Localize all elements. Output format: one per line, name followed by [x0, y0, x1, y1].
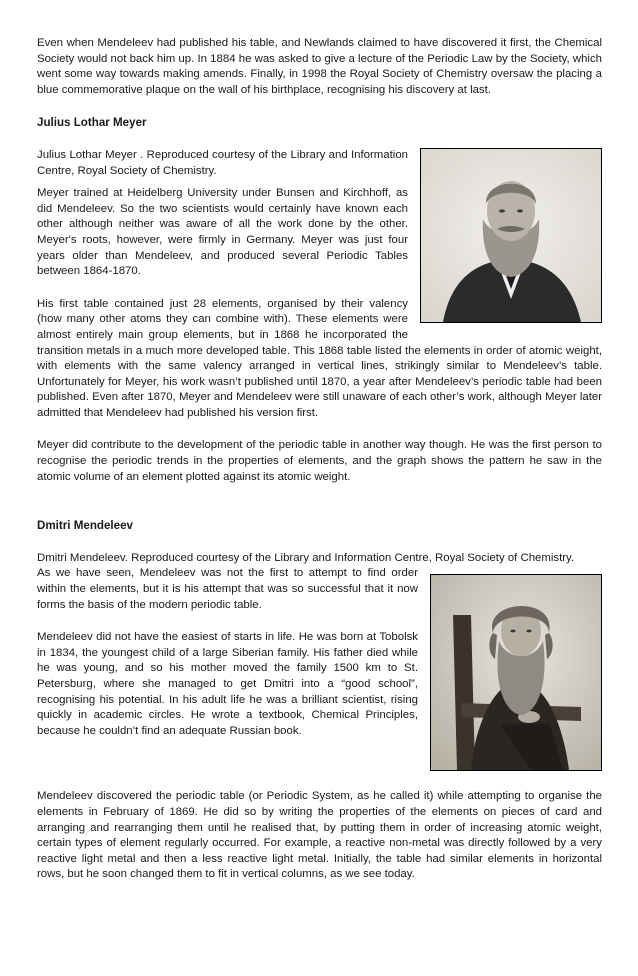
mendeleev-caption: Dmitri Mendeleev. Reproduced courtesy of the Library and Information Centre, Royal Society of Chemistry.	[37, 551, 575, 564]
meyer-portrait	[420, 148, 602, 323]
mendeleev-paragraph-1: As we have seen, Mendeleev was not the first to attempt to find order within the elements, but it is his attempt that was so successful that it now forms the basis of the modern periodic table.	[37, 567, 418, 611]
mendeleev-paragraph-2: Mendeleev did not have the easiest of starts in life. He was born at Tobolsk in 1834, the youngest child of a large Siberian family. His father died while he was young, and so his mother moved the family 1500 km to St. Petersburg, where she managed to get Dmitri into a “good school”, recognising his potential. In his adult life he was a brilliant scientist, rising quickly in academic circles. He wrote a textbook, Chemical Principles, because he couldn’t find an adequate Russian book.	[37, 631, 418, 737]
document-page	[37, 36, 602, 883]
meyer-paragraph-1: Meyer trained at Heidelberg University under Bunsen and Kirchhoff, as did Mendeleev. So the two scientists would certainly have known each other although neither was aware of all the work done by the other. Meyer's roots, however, were firmly in Germany. Meyer was just four years older than Mendeleev, and produced several Periodic Tables between 1864-1870.	[37, 187, 408, 278]
meyer-paragraph-3: Meyer did contribute to the development of the periodic table in another way though. He was the first person to recognise the periodic trends in the properties of elements, and the graph shows the pattern he saw in the atomic volume of an element plotted against its atomic weight.	[37, 439, 602, 483]
meyer-heading: Julius Lothar Meyer	[37, 116, 147, 130]
meyer-portrait-image	[421, 149, 601, 322]
mendeleev-heading: Dmitri Mendeleev	[37, 519, 133, 533]
mendeleev-portrait	[430, 574, 602, 771]
mendeleev-portrait-image	[431, 575, 601, 770]
mendeleev-paragraph-3: Mendeleev discovered the periodic table (or Periodic System, as he called it) while attempting to organise the elements in February of 1869. He did so by writing the properties of the elements on pieces of card and arranging and rearranging them until he realised that, by putting them in order of increasing atomic weight, certain types of element regularly occurred. For example, a reactive non-metal was directly followed by a very reactive light metal and then a less reactive light metal. Initially, the table had similar elements in horizontal rows, but he soon changed them to fit in vertical columns, as we see today.	[37, 790, 602, 881]
meyer-caption: Julius Lothar Meyer . Reproduced courtesy of the Library and Information Centre, Royal Society of Chemistry.	[37, 148, 408, 177]
meyer-paragraph-2: His first table contained just 28 elements, organised by their valency (how many other atoms they can combine with). These elements were almost entirely main group elements, but in 1868 he incorporated the transition metals in a much more developed table. This 1868 table listed the elements in order of atomic weight, with elements with the same valency arranged in vertical lines, strikingly similar to Mendeleev’s table. Unfortunately for Meyer, his work wasn’t published until 1870, a year after Mendeleev’s periodic table had been published. Even after 1870, Meyer and Mendeleev were still unaware of each other’s work, although Meyer later admitted that Mendeleev had published his version first.	[37, 297, 602, 419]
intro-paragraph: Even when Mendeleev had published his table, and Newlands claimed to have discovered it first, the Chemical Society would not back him up. In 1884 he was asked to give a lecture of the Periodic Law by the Society, which went some way towards making amends. Finally, in 1998 the Royal Society of Chemistry oversaw the placing a blue commemorative plaque on the wall of his birthplace, recognising his discovery at last.	[37, 37, 602, 96]
